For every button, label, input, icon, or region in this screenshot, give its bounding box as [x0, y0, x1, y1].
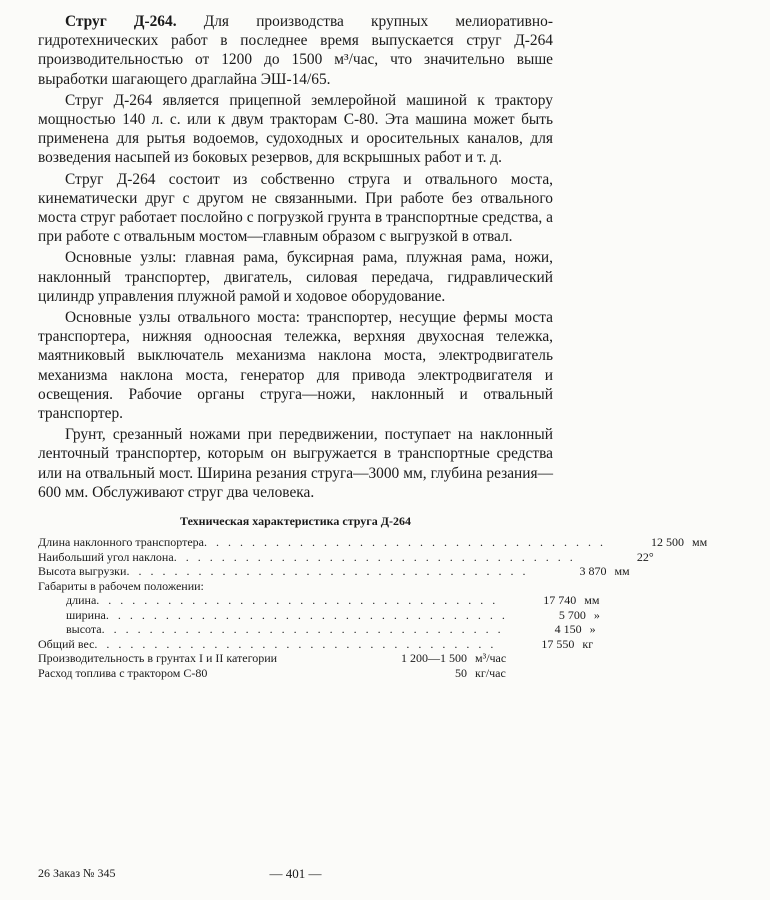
spec-value: 22°: [636, 549, 654, 564]
spec-row: [38, 636, 594, 652]
spec-unit: »: [589, 622, 596, 637]
spec-row: [38, 622, 596, 637]
spec-unit: м³/час: [475, 651, 507, 666]
leader-dots: . . . . . . . . . . . . . . . . . . . . . . . . . . . . . . . . . .: [94, 636, 497, 651]
leader-dots: . . . . . . . . . . . . . . . . . . . . . . . . . . . . . . . . . .: [96, 593, 499, 608]
spec-value: 50: [455, 665, 467, 680]
spec-label: Производительность в грунтах I и II категории: [38, 651, 278, 666]
spec-value: 3 870: [579, 564, 607, 579]
spec-label: Расход топлива с трактором С-80: [38, 665, 208, 680]
spec-unit: »: [593, 607, 600, 622]
paragraph: [38, 12, 553, 89]
spec-row: [38, 651, 553, 666]
paragraph-text: Грунт, срезанный ножами при передвижении, поступает на наклонный ленточный транспортер, которым он выгружается в транспортные средства или на отвальный мост. Ширина резания струга—3000 мм, глубина резания—600 мм. Обслуживают струг два человека.: [38, 426, 553, 501]
spec-row: [38, 564, 630, 579]
paragraph-text: Для производства крупных мелиоративно-гидротехнических работ в последнее время выпускается струг Д-264 производительностью от 1200 до 1500 м³/час, что значительно выше выработки шагающего драглайна ЭШ-14/65.: [38, 13, 553, 88]
paragraph-text: Основные узлы отвального моста: транспортер, несущие фермы моста транспортера, нижняя одноосная тележка, верхняя двухосная тележка, маятниковый выключатель механизма наклона моста, электродвигатель механизма наклона моста, генератор для привода электродвигателя и освещения. Рабочие органы струга—ножи, наклонный и отвальный транспортер.: [38, 309, 553, 423]
paragraph-text: Основные узлы: главная рама, буксирная рама, плужная рама, ножи, наклонный транспортер, двигатель, силовая передача, гидравлический цилиндр управления плужной рамой и ходовое оборудование.: [38, 249, 553, 305]
spec-row: [38, 535, 708, 550]
paragraph: [38, 91, 553, 168]
leader-dots: . . . . . . . . . . . . . . . . . . . . . . . . . . . . . . . . . .: [105, 607, 508, 622]
paragraph-text: Струг Д-264 состоит из собственно струга и отвального моста, кинематически друг с другом не связанными. При работе без отвального моста струг работает поcлойно с погрузкой грунта в транспортные средства, а при работе с отвальным мостом—главным образом с выгрузкой в отвал.: [38, 170, 553, 246]
leader-dots: . . . . . . . . . . . . . . . . . . . . . . . . . . . . . . . . . .: [126, 564, 529, 579]
paragraph-text: Струг Д-264 является прицепной землеройной машиной к трактору мощностью 140 л. с. или к двум тракторам С-80. Эта машина может быть применена для рытья водоемов, судоходных и оросительных каналов, для возведения насыпей из боковых резервов, для вскрышных работ и т. д.: [38, 91, 553, 167]
spec-value: 17 550: [541, 636, 575, 651]
spec-row: [38, 607, 600, 623]
leader-dots: . . . . . . . . . . . . . . . . . . . . . . . . . . . . . . . . . .: [101, 622, 504, 637]
spec-unit: мм: [692, 535, 708, 550]
spec-unit: кг: [582, 636, 594, 651]
paragraph: [38, 248, 553, 306]
spec-value: 4 150: [554, 622, 582, 637]
spec-value: 12 500: [651, 535, 685, 550]
paragraph: [38, 425, 553, 502]
spec-label: Длина наклонного транспортера: [38, 535, 205, 550]
spec-unit: мм: [584, 593, 600, 608]
spec-unit: мм: [614, 564, 630, 579]
spec-label: длина: [66, 593, 97, 608]
spec-row: [38, 549, 654, 565]
spec-table: [38, 535, 708, 680]
spec-label: Общий вес: [38, 636, 95, 651]
paragraph: [38, 170, 553, 247]
spec-label: Габариты в рабочем положении:: [38, 578, 204, 593]
spec-table-title: Техническая характеристика струга Д-264: [180, 514, 411, 529]
spec-value: 17 740: [543, 593, 577, 608]
paragraph-lead: Струг Д-264.: [65, 13, 177, 30]
paragraph: [38, 308, 553, 423]
spec-label: высота: [66, 622, 102, 637]
spec-unit: кг/час: [475, 665, 506, 680]
spec-value: 5 700: [558, 607, 586, 622]
spec-row: [38, 593, 600, 608]
leader-dots: . . . . . . . . . . . . . . . . . . . . . . . . . . . . . . . . . .: [173, 549, 576, 564]
text-body: [38, 12, 553, 502]
spec-row: [38, 666, 553, 681]
page-body: [38, 12, 708, 680]
spec-label: Наибольший угол наклона: [38, 549, 174, 564]
page-number: — 401 —: [269, 866, 322, 881]
spec-label: ширина: [66, 607, 106, 622]
spec-row: [38, 579, 553, 594]
printer-signature: 26 Заказ № 345: [38, 866, 116, 880]
spec-label: Высота выгрузки: [38, 564, 127, 579]
leader-dots: . . . . . . . . . . . . . . . . . . . . . . . . . . . . . . . . . .: [204, 535, 607, 550]
spec-value: 1 200—1 500: [401, 651, 467, 666]
